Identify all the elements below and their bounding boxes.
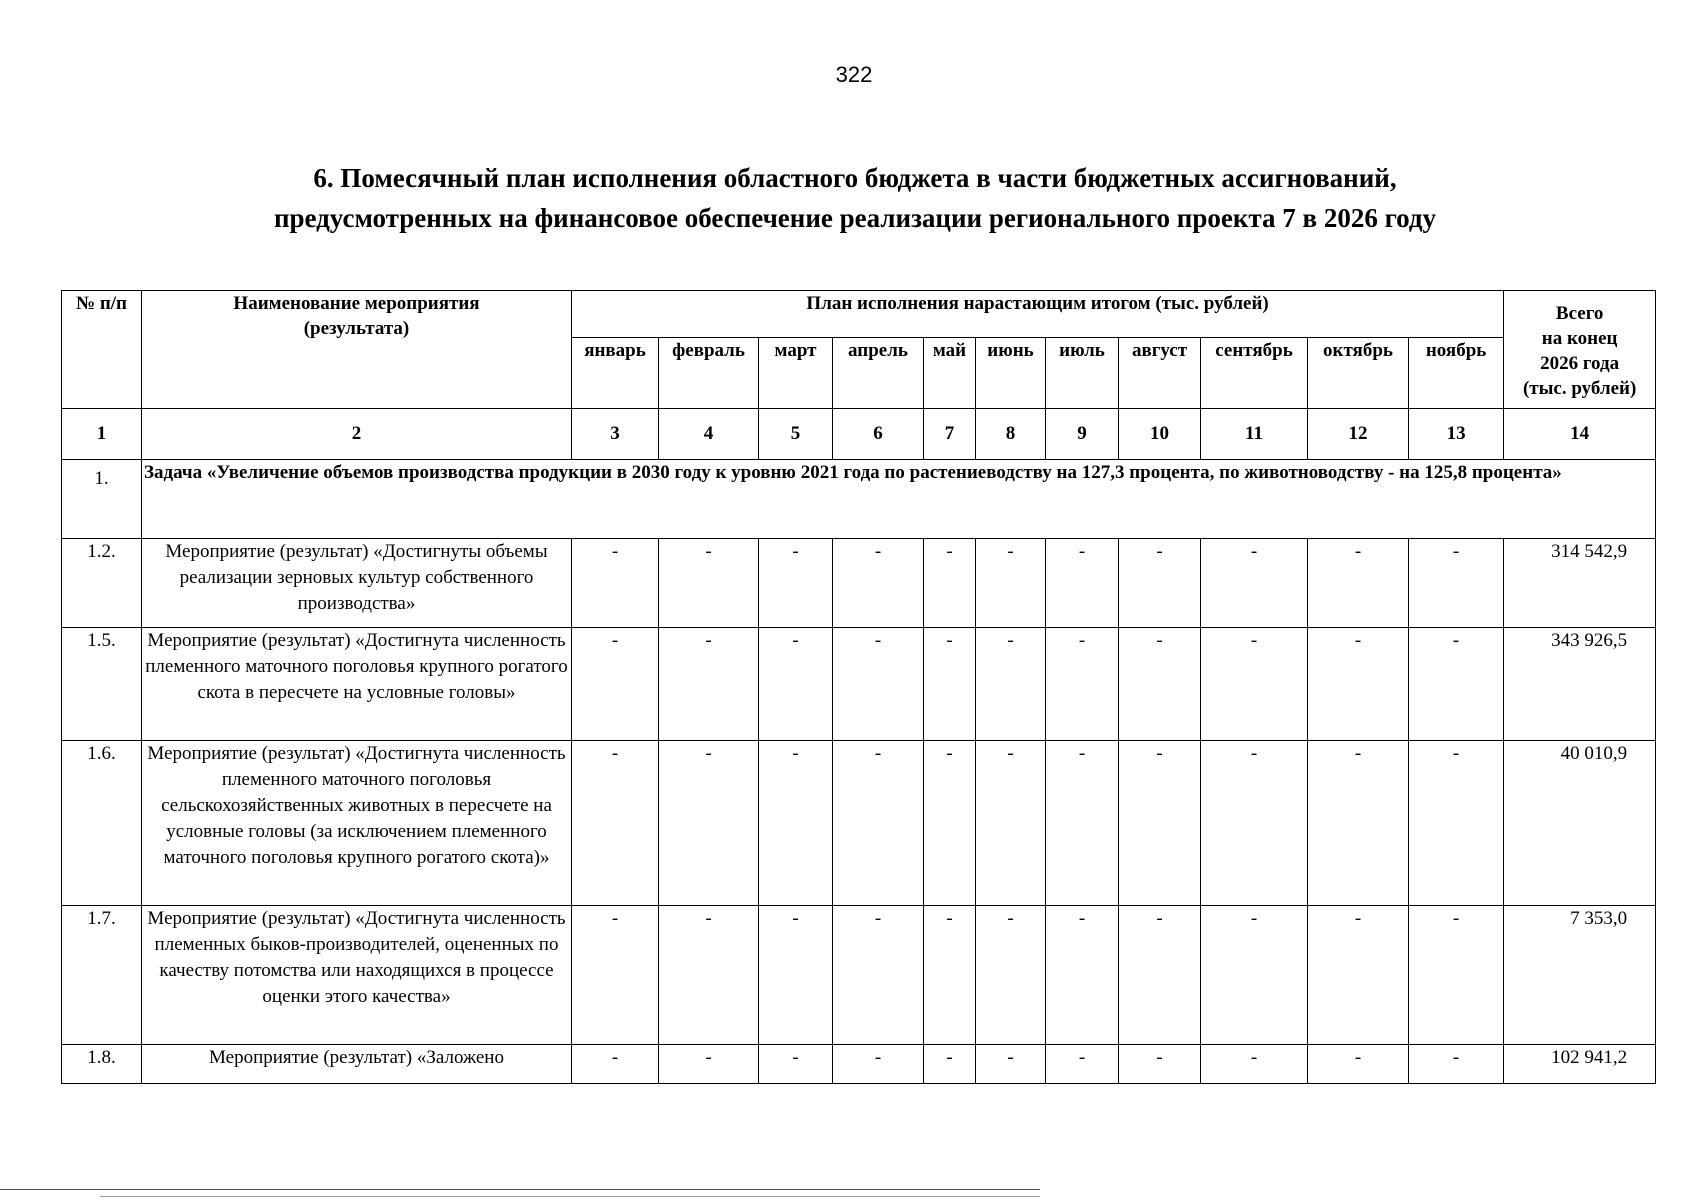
row-month-value: - [1308,741,1409,906]
row-month-value: - [1201,539,1308,628]
row-month-value: - [572,906,659,1045]
row-name: Мероприятие (результат) «Достигнута численность племенного маточного поголовья сельскохозяйственных животных в пересчете на условные головы (за исключением племенного маточного поголовья крупного рогатого скота)» [142,741,572,906]
row-month-value: - [572,539,659,628]
header-total [1504,291,1656,409]
header-month: сентябрь [1201,338,1308,409]
budget-plan-table [61,290,1656,1084]
header-total-line-1: Всего [1555,303,1604,324]
row-month-value: - [976,741,1046,906]
row-month-value: - [1046,628,1119,741]
column-number: 7 [924,409,976,460]
column-number: 4 [659,409,759,460]
row-month-value: - [572,628,659,741]
task-row [62,460,1656,539]
header-row-1 [62,291,1656,338]
row-month-value: - [833,1045,924,1084]
row-month-value: - [1119,741,1201,906]
header-month: август [1119,338,1201,409]
table-row [62,628,1656,741]
header-total-line-2: на конец [1541,328,1618,349]
header-month: июнь [976,338,1046,409]
row-name: Мероприятие (результат) «Достигнута численность племенных быков-производителей, оцененных по качеству потомства или находящихся в процессе оценки этого качества» [142,906,572,1045]
row-month-value: - [1409,628,1504,741]
row-month-value: - [659,906,759,1045]
row-month-value: - [833,906,924,1045]
header-name-line-1: Наименование мероприятия [233,293,480,314]
row-num: 1.6. [62,741,142,906]
column-number: 5 [759,409,833,460]
row-month-value: - [1201,1045,1308,1084]
header-total-line-3: 2026 года [1540,353,1620,374]
row-month-value: - [833,741,924,906]
column-number: 10 [1119,409,1201,460]
header-num: № п/п [62,291,142,409]
header-plan: План исполнения нарастающим итогом (тыс. рублей) [572,291,1504,338]
row-month-value: - [1308,539,1409,628]
row-month-value: - [833,628,924,741]
row-name: Мероприятие (результат) «Достигнута численность племенного маточного поголовья крупного рогатого скота в пересчете на условные головы» [142,628,572,741]
row-month-value: - [759,628,833,741]
row-month-value: - [1308,1045,1409,1084]
header-month: июль [1046,338,1119,409]
footer-rule [0,1189,1040,1190]
row-month-value: - [833,539,924,628]
row-month-value: - [1308,906,1409,1045]
column-number: 8 [976,409,1046,460]
header-month: март [759,338,833,409]
header-total-line-4: (тыс. рублей) [1522,378,1637,399]
row-month-value: - [759,1045,833,1084]
row-month-value: - [759,906,833,1045]
row-month-value: - [759,539,833,628]
column-number: 14 [1504,409,1656,460]
data-rows [62,539,1656,1084]
column-number: 12 [1308,409,1409,460]
column-number: 9 [1046,409,1119,460]
document-title [60,158,1650,238]
column-number: 11 [1201,409,1308,460]
row-month-value: - [1119,1045,1201,1084]
row-name: Мероприятие (результат) «Достигнуты объемы реализации зерновых культур собственного производства» [142,539,572,628]
row-month-value: - [1409,906,1504,1045]
row-total: 102 941,2 [1504,1045,1656,1084]
row-month-value: - [924,1045,976,1084]
row-month-value: - [1409,539,1504,628]
row-month-value: - [759,741,833,906]
header-month: октябрь [1308,338,1409,409]
row-total: 314 542,9 [1504,539,1656,628]
row-month-value: - [924,906,976,1045]
column-number: 13 [1409,409,1504,460]
table-row [62,741,1656,906]
row-month-value: - [1409,1045,1504,1084]
row-name: Мероприятие (результат) «Заложено [142,1045,572,1084]
header-name [142,291,572,409]
page-number: 322 [835,62,873,87]
row-month-value: - [1201,741,1308,906]
row-num: 1.5. [62,628,142,741]
row-month-value: - [659,628,759,741]
task-text: Задача «Увеличение объемов производства продукции в 2030 году к уровню 2021 года по растениеводству на 127,3 процента, по животноводству - на 125,8 процента» [142,460,1656,539]
row-month-value: - [1308,628,1409,741]
header-month: май [924,338,976,409]
title-line-1: 6. Помесячный план исполнения областного бюджета в части бюджетных ассигнований, [313,163,1397,193]
row-month-value: - [1119,539,1201,628]
row-month-value: - [976,906,1046,1045]
row-month-value: - [659,741,759,906]
row-month-value: - [1201,906,1308,1045]
header-month: апрель [833,338,924,409]
column-number: 1 [62,409,142,460]
header-month: январь [572,338,659,409]
row-month-value: - [1046,1045,1119,1084]
row-month-value: - [1046,741,1119,906]
row-month-value: - [659,539,759,628]
row-num: 1.7. [62,906,142,1045]
row-month-value: - [924,539,976,628]
row-month-value: - [1409,741,1504,906]
header-month: февраль [659,338,759,409]
row-month-value: - [1119,906,1201,1045]
row-month-value: - [1046,906,1119,1045]
footer-rule-secondary [100,1196,1040,1197]
row-month-value: - [976,539,1046,628]
table-row [62,906,1656,1045]
column-number: 6 [833,409,924,460]
row-total: 343 926,5 [1504,628,1656,741]
row-month-value: - [976,1045,1046,1084]
row-num: 1.8. [62,1045,142,1084]
table-row [62,539,1656,628]
row-month-value: - [924,628,976,741]
row-total: 40 010,9 [1504,741,1656,906]
row-month-value: - [924,741,976,906]
header-month: ноябрь [1409,338,1504,409]
row-month-value: - [572,741,659,906]
row-month-value: - [1046,539,1119,628]
row-month-value: - [659,1045,759,1084]
row-month-value: - [572,1045,659,1084]
row-total: 7 353,0 [1504,906,1656,1045]
row-month-value: - [1201,628,1308,741]
column-number: 2 [142,409,572,460]
column-number-row [62,409,1656,460]
header-name-line-2: (результата) [303,318,410,339]
table-row [62,1045,1656,1084]
column-number: 3 [572,409,659,460]
task-num: 1. [62,460,142,539]
row-month-value: - [1119,628,1201,741]
row-num: 1.2. [62,539,142,628]
row-month-value: - [976,628,1046,741]
title-line-2: предусмотренных на финансовое обеспечение реализации регионального проекта 7 в 2026 году [273,203,1437,233]
